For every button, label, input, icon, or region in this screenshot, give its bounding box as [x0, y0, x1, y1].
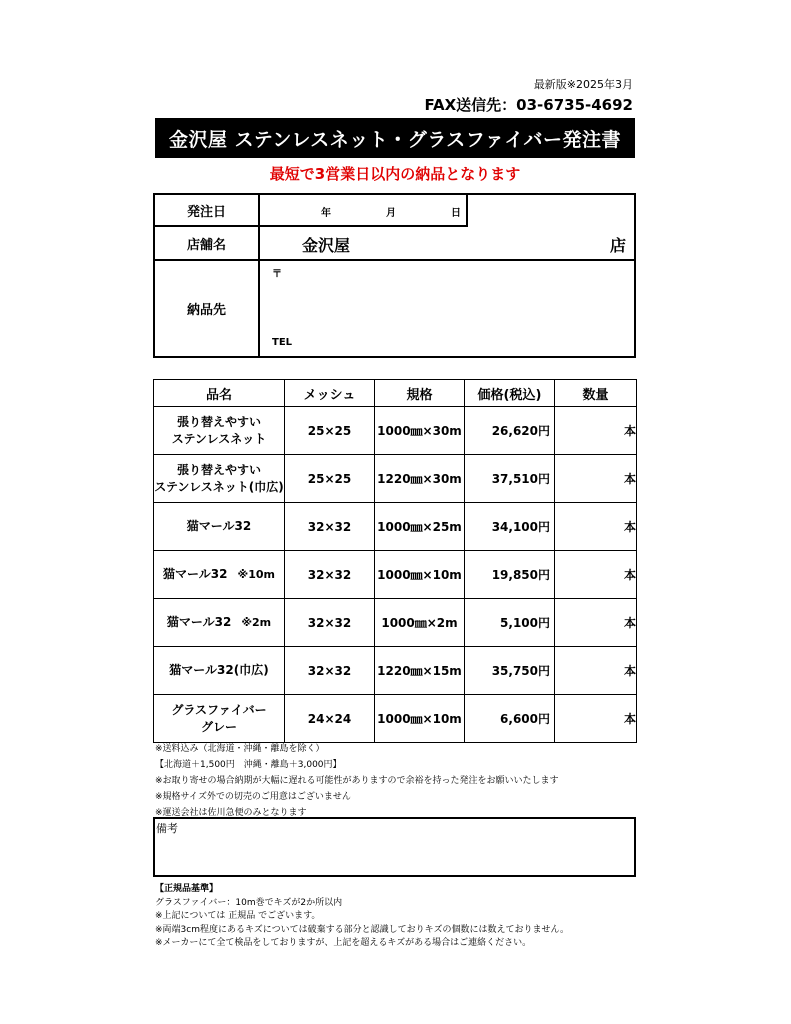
product-spec: 1000㎜×2m — [375, 599, 465, 647]
edition-date: 最新版※2025年3月 — [533, 78, 633, 91]
divider — [466, 195, 468, 227]
product-price: 5,100円 — [465, 599, 555, 647]
order-date-label: 発注日 — [186, 204, 226, 220]
product-name — [154, 551, 285, 599]
postal-mark: 〒 — [272, 269, 282, 280]
product-name — [154, 695, 285, 743]
product-name-line1: グラスファイバー — [171, 702, 267, 717]
product-name — [154, 455, 285, 503]
store-suffix: 店 — [610, 236, 627, 255]
product-note: ※10m — [237, 568, 275, 581]
table-row — [154, 599, 637, 647]
table-row — [154, 695, 637, 743]
store-label: 店舗名 — [186, 237, 226, 253]
quantity-cell[interactable]: 本 — [555, 407, 637, 455]
product-mesh: 32×32 — [285, 647, 375, 695]
standards-line: ※上記については 正規品 でございます。 — [155, 911, 321, 921]
col-header-spec: 規格 — [375, 380, 465, 407]
product-spec: 1000㎜×10m — [375, 551, 465, 599]
quantity-cell[interactable]: 本 — [555, 551, 637, 599]
product-name-line1: 張り替えやすい — [176, 414, 261, 429]
delivery-notice: 最短で3営業日以内の納品となります — [269, 165, 521, 183]
fax-number: FAX送信先：03-6735-4692 — [424, 96, 633, 114]
page-title-text: 金沢屋 ステンレスネット・グラスファイバー発注書 — [169, 128, 621, 151]
product-spec: 1220㎜×30m — [375, 455, 465, 503]
col-header-qty: 数量 — [555, 380, 637, 407]
product-note: ※2m — [241, 616, 272, 629]
product-name — [154, 647, 285, 695]
product-spec: 1220㎜×15m — [375, 647, 465, 695]
product-price: 19,850円 — [465, 551, 555, 599]
page-title — [155, 118, 635, 158]
standards-block — [155, 883, 569, 951]
product-mesh: 25×25 — [285, 407, 375, 455]
quantity-cell[interactable]: 本 — [555, 599, 637, 647]
product-name-line1: 猫マール32 — [186, 519, 252, 533]
col-header-mesh: メッシュ — [285, 380, 375, 407]
product-mesh: 32×32 — [285, 551, 375, 599]
table-row — [154, 455, 637, 503]
note-line: ※規格サイズ外での切売のご用意はございません — [155, 792, 351, 802]
product-name — [154, 599, 285, 647]
product-name-line2: ステンレスネット — [171, 431, 267, 446]
product-name-line2: グレー — [200, 719, 237, 734]
order-info-box — [153, 193, 636, 358]
table-row — [154, 647, 637, 695]
standards-title: 【正規品基準】 — [155, 884, 219, 894]
divider — [258, 195, 260, 356]
product-mesh: 25×25 — [285, 455, 375, 503]
product-table — [153, 379, 637, 743]
month-label: 月 — [386, 208, 396, 219]
year-label: 年 — [321, 208, 331, 219]
table-row — [154, 551, 637, 599]
delivery-label: 納品先 — [186, 303, 226, 318]
table-row — [154, 503, 637, 551]
product-price: 26,620円 — [465, 407, 555, 455]
col-header-price: 価格(税込) — [465, 380, 555, 407]
table-header-row — [154, 380, 637, 407]
product-spec: 1000㎜×25m — [375, 503, 465, 551]
remarks-box[interactable] — [153, 817, 636, 877]
product-name-line1: 猫マール32(巾広) — [169, 663, 269, 677]
product-name-line1: 猫マール32 — [163, 567, 228, 581]
table-row — [154, 407, 637, 455]
tel-label: TEL — [272, 337, 293, 348]
product-price: 37,510円 — [465, 455, 555, 503]
product-spec: 1000㎜×30m — [375, 407, 465, 455]
product-price: 34,100円 — [465, 503, 555, 551]
product-name-line2: ステンレスネット(巾広) — [154, 479, 284, 494]
product-price: 35,750円 — [465, 647, 555, 695]
day-label: 日 — [451, 208, 461, 219]
note-line: ※送料込み（北海道・沖縄・離島を除く） — [155, 744, 325, 754]
notes-block — [155, 742, 559, 820]
store-name: 金沢屋 — [302, 236, 351, 255]
col-header-name: 品名 — [154, 380, 285, 407]
product-name — [154, 407, 285, 455]
product-name — [154, 503, 285, 551]
standards-line: グラスファイバー：10m巻でキズが2か所以内 — [155, 897, 343, 908]
product-mesh: 32×32 — [285, 503, 375, 551]
product-mesh: 24×24 — [285, 695, 375, 743]
product-spec: 1000㎜×10m — [375, 695, 465, 743]
note-line: ※お取り寄せの場合納期が大幅に遅れる可能性がありますので余裕を持った発注をお願いいたします — [155, 776, 559, 786]
quantity-cell[interactable]: 本 — [555, 503, 637, 551]
product-name-line1: 張り替えやすい — [176, 462, 261, 477]
product-name-line1: 猫マール32 — [166, 615, 232, 629]
product-mesh: 32×32 — [285, 599, 375, 647]
standards-line: ※メーカーにて全て検品をしておりますが、上記を超えるキズがある場合はご連絡ください。 — [155, 938, 532, 948]
remarks-label: 備考 — [156, 822, 178, 835]
quantity-cell[interactable]: 本 — [555, 647, 637, 695]
quantity-cell[interactable]: 本 — [555, 455, 637, 503]
product-price: 6,600円 — [465, 695, 555, 743]
quantity-cell[interactable]: 本 — [555, 695, 637, 743]
note-line: 【北海道＋1,500円 沖縄・離島＋3,000円】 — [155, 760, 342, 770]
note-line: ※運送会社は佐川急便のみとなります — [155, 808, 307, 818]
standards-line: ※両端3cm程度にあるキズについては破棄する部分と認識しておりキズの個数には数えておりません。 — [155, 924, 569, 935]
